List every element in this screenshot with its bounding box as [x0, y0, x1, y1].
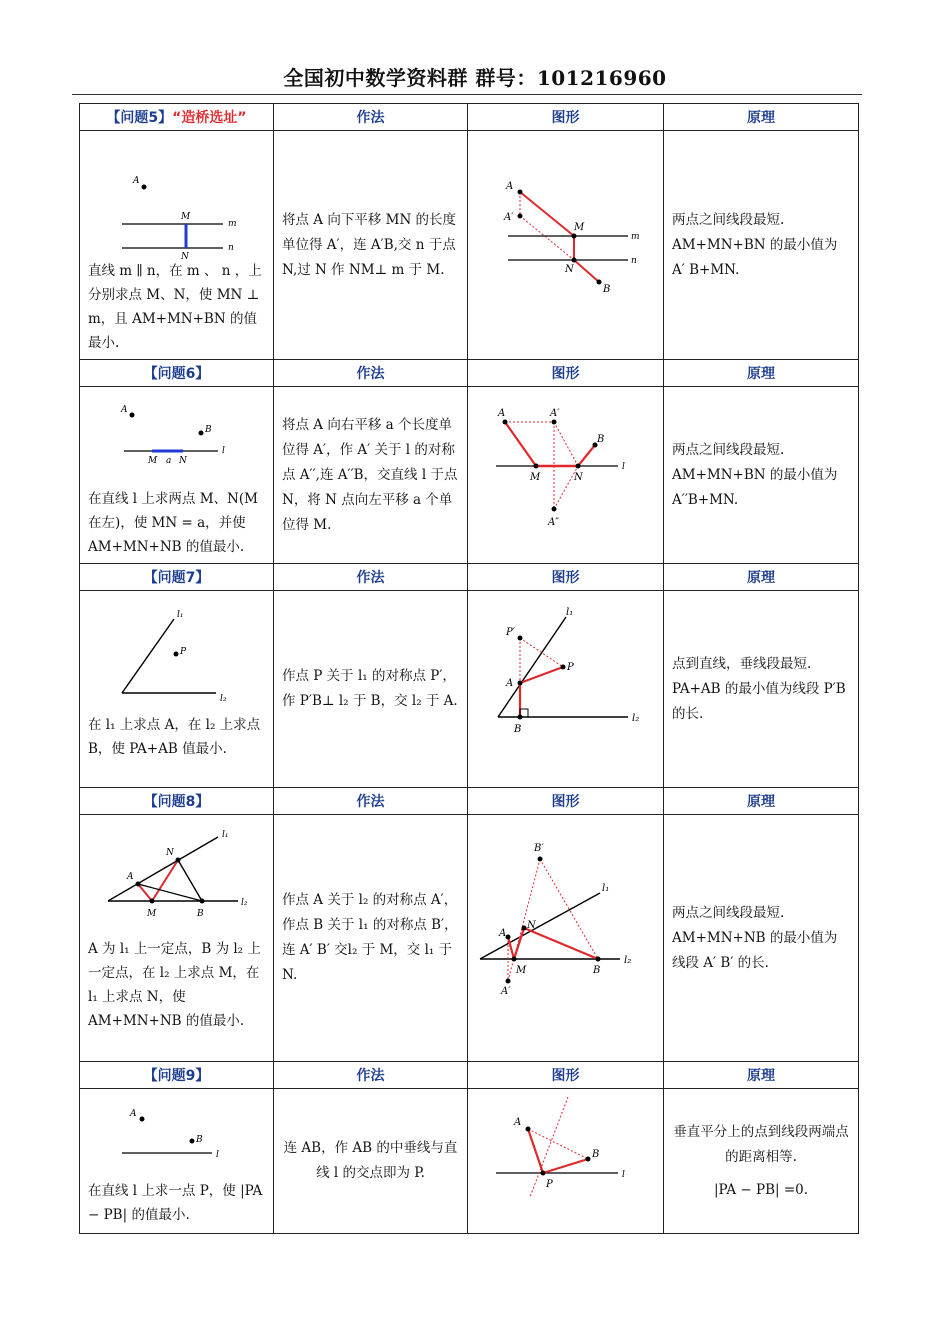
svg-text:A: A — [499, 928, 507, 939]
figure-cell — [468, 815, 664, 1062]
svg-text:B: B — [196, 1135, 203, 1145]
figure-cell — [468, 131, 664, 360]
problem-cell — [80, 1089, 274, 1234]
content-row-7 — [80, 591, 859, 788]
content-row-6 — [80, 387, 859, 564]
method-header: 作法 — [274, 788, 468, 815]
svg-text:m: m — [228, 219, 237, 229]
solution-figure — [468, 389, 664, 561]
principle-header: 原理 — [664, 360, 859, 387]
problem-figure — [80, 1089, 272, 1175]
svg-text:l₁: l₁ — [566, 607, 574, 618]
problem-cell — [80, 815, 274, 1062]
svg-text:P′: P′ — [506, 627, 515, 638]
principle-cell — [664, 1089, 859, 1234]
problem-table — [79, 103, 859, 1234]
svg-text:A′: A′ — [504, 212, 514, 223]
method-text: 将点 A 向下平移 MN 的长度单位得 A′，连 A′B,交 n 于点 N,过 N 作 NM⊥ m 于 M. — [282, 211, 457, 278]
problem-header: 【问题5】“造桥选址” — [80, 104, 274, 131]
svg-text:A: A — [121, 405, 128, 415]
svg-text:l₁: l₁ — [177, 610, 184, 620]
svg-text:A: A — [514, 1117, 522, 1128]
svg-text:P: P — [546, 1179, 553, 1190]
figure-cell — [468, 387, 664, 564]
svg-text:P: P — [180, 647, 187, 657]
problem-header: 【问题7】 — [80, 564, 274, 591]
problem-statement: A 为 l₁ 上一定点，B 为 l₂ 上一定点，在 l₂ 上求点 M，在 l₁ 上求点 N，使 AM+MN+NB 的值最小. — [88, 941, 261, 1029]
method-cell — [274, 131, 468, 360]
svg-text:A: A — [127, 872, 134, 882]
problem-header: 【问题9】 — [80, 1062, 274, 1089]
principle-text: 两点之间线段最短. AM+MN+BN 的最小值为 A′′B+MN. — [672, 441, 838, 508]
principle-header: 原理 — [664, 788, 859, 815]
problem-subtitle: “造桥选址” — [172, 110, 247, 126]
method-text: 作点 P 关于 l₁ 的对称点 P′，作 P′B⊥ l₂ 于 B，交 l₂ 于 A. — [282, 668, 458, 709]
svg-text:B: B — [592, 1149, 600, 1160]
method-text: 将点 A 向右平移 a 个长度单位得 A′，作 A′ 关于 l 的对称点 A′′,连 A′′B，交直线 l 于点 N，将 N 点向左平移 a 个单位得 M. — [282, 416, 458, 533]
problem-cell — [80, 131, 274, 360]
problem-header: 【问题6】 — [80, 360, 274, 387]
method-cell — [274, 1089, 468, 1234]
problem-cell — [80, 387, 274, 564]
problem-cell — [80, 591, 274, 788]
header-row-5 — [80, 104, 859, 131]
header-row-8 — [80, 788, 859, 815]
problem-statement: 在 l₁ 上求点 A，在 l₂ 上求点 B，使 PA+AB 值最小. — [88, 717, 261, 757]
svg-text:N: N — [527, 920, 536, 931]
problem-figure — [80, 387, 272, 483]
principle-cell — [664, 591, 859, 788]
method-cell — [274, 815, 468, 1062]
svg-text:B: B — [205, 425, 212, 435]
content-row-8 — [80, 815, 859, 1062]
svg-text:N: N — [565, 264, 574, 275]
problem-statement: 在直线 l 上求两点 M、N(M 在左)，使 MN = a，并使 AM+MN+NB 的值最小. — [88, 491, 258, 555]
method-header: 作法 — [274, 360, 468, 387]
solution-figure — [468, 591, 664, 787]
figure-cell — [468, 1089, 664, 1234]
svg-text:B′: B′ — [534, 843, 544, 854]
principle-text: 两点之间线段最短. AM+MN+BN 的最小值为 A′ B+MN. — [672, 211, 838, 278]
svg-text:B: B — [593, 965, 601, 976]
svg-text:l: l — [216, 1150, 219, 1160]
document-title: 全国初中数学资料群 群号：101216960 — [283, 66, 667, 90]
method-header: 作法 — [274, 104, 468, 131]
solution-figure — [468, 815, 664, 1061]
header-row-7 — [80, 564, 859, 591]
principle-header: 原理 — [664, 564, 859, 591]
svg-text:A″: A″ — [548, 517, 559, 528]
principle-text: 点到直线，垂线段最短. PA+AB 的最小值为线段 P′B的长. — [672, 655, 846, 722]
figure-header: 图形 — [468, 788, 664, 815]
method-text: 连 AB，作 AB 的中垂线与直线 l 的交点即为 P. — [283, 1140, 458, 1181]
svg-text:B: B — [603, 284, 611, 295]
svg-text:M: M — [148, 456, 158, 466]
svg-text:l: l — [622, 462, 625, 472]
problem-figure — [80, 815, 272, 933]
svg-text:l: l — [222, 446, 225, 456]
svg-text:N: N — [179, 456, 187, 466]
svg-text:A: A — [506, 181, 514, 192]
principle-header: 原理 — [664, 104, 859, 131]
figure-header: 图形 — [468, 104, 664, 131]
problem-figure — [80, 131, 272, 262]
svg-text:N: N — [181, 252, 189, 262]
title-divider — [72, 94, 862, 95]
figure-header: 图形 — [468, 564, 664, 591]
svg-text:m: m — [631, 232, 640, 242]
svg-text:M: M — [530, 472, 541, 483]
header-row-6 — [80, 360, 859, 387]
problem-header: 【问题8】 — [80, 788, 274, 815]
method-text: 作点 A 关于 l₂ 的对称点 A′，作点 B 关于 l₁ 的对称点 B′，连 A′ B′ 交l₂ 于 M，交 l₁ 于 N. — [282, 892, 458, 983]
svg-text:B: B — [514, 724, 522, 735]
figure-header: 图形 — [468, 360, 664, 387]
svg-text:B: B — [597, 434, 605, 445]
svg-text:A′: A′ — [550, 408, 560, 419]
method-cell — [274, 387, 468, 564]
figure-cell — [468, 591, 664, 788]
svg-text:n: n — [228, 243, 234, 253]
svg-text:M: M — [181, 212, 191, 222]
svg-text:l₁: l₁ — [602, 883, 610, 894]
method-header: 作法 — [274, 564, 468, 591]
principle-text: 垂直平分上的点到线段两端点的距离相等. — [673, 1123, 849, 1165]
problem-figure — [80, 591, 272, 709]
method-header: 作法 — [274, 1062, 468, 1089]
content-row-9 — [80, 1089, 859, 1234]
svg-text:l₂: l₂ — [220, 694, 227, 704]
header-row-9 — [80, 1062, 859, 1089]
svg-text:a: a — [166, 456, 172, 466]
svg-text:N: N — [166, 848, 174, 858]
principle-cell — [664, 387, 859, 564]
svg-text:A: A — [130, 1109, 137, 1119]
svg-text:l₂: l₂ — [241, 898, 248, 908]
svg-text:N: N — [574, 472, 583, 483]
svg-text:M: M — [574, 222, 585, 233]
svg-text:A: A — [506, 678, 514, 689]
svg-text:l₂: l₂ — [624, 955, 632, 966]
svg-text:l₁: l₁ — [222, 830, 229, 840]
principle-cell — [664, 131, 859, 360]
problem-statement: 直线 m ∥ n，在 m 、 n ，上分别求点 M、N，使 MN ⊥ m，且 AM+MN+BN 的值最小. — [88, 263, 262, 351]
svg-text:A: A — [498, 408, 506, 419]
figure-header: 图形 — [468, 1062, 664, 1089]
svg-text:n: n — [631, 256, 637, 266]
svg-text:l: l — [622, 1170, 625, 1180]
svg-text:P: P — [567, 662, 574, 673]
svg-text:l₂: l₂ — [632, 713, 640, 724]
problem-statement: 在直线 l 上求一点 P，使 |PA − PB| 的值最小. — [88, 1183, 263, 1223]
principle-text: 两点之间线段最短. AM+MN+NB 的最小值为线段 A′ B′ 的长. — [672, 904, 838, 971]
principle-header: 原理 — [664, 1062, 859, 1089]
svg-text:A: A — [133, 176, 140, 186]
method-cell — [274, 591, 468, 788]
content-row-5 — [80, 131, 859, 360]
principle-formula: |PA − PB| =0. — [713, 1181, 809, 1198]
svg-text:M: M — [147, 909, 157, 919]
solution-figure — [468, 134, 664, 356]
svg-text:M: M — [516, 965, 527, 976]
principle-cell — [664, 815, 859, 1062]
svg-text:A′: A′ — [501, 986, 511, 997]
svg-text:B: B — [197, 909, 204, 919]
solution-figure — [468, 1089, 664, 1233]
